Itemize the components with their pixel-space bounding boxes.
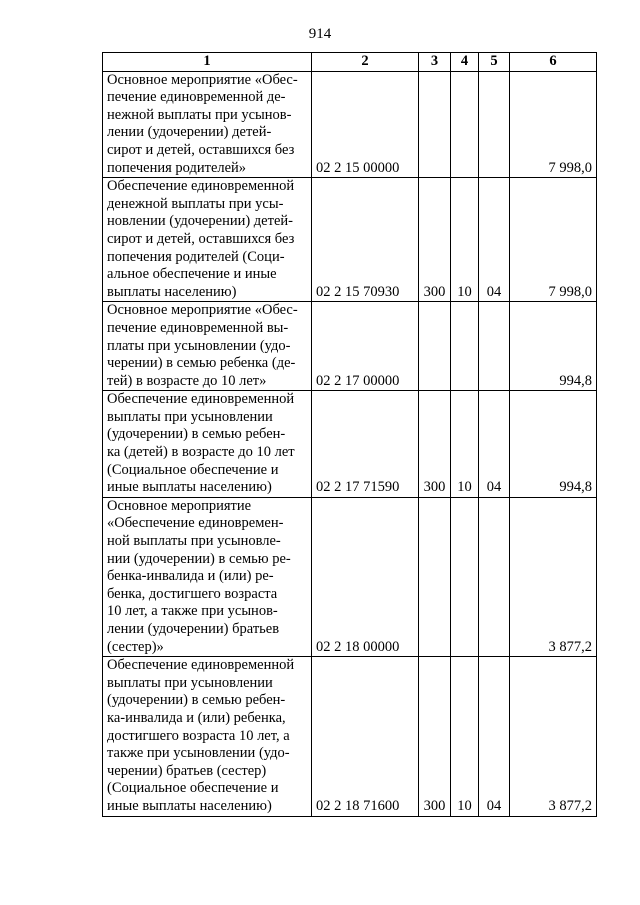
amount-value: 994,8	[510, 391, 597, 498]
description-line: бенка, достигшего возраста	[107, 585, 278, 602]
row-description	[103, 178, 312, 302]
column-header: 1	[103, 53, 312, 72]
description-line: бенка-инвалида и (или) ре-	[107, 568, 274, 585]
description-line: иные выплаты населению)	[107, 797, 272, 814]
section-code: 10	[451, 391, 479, 498]
description-line: платы при усыновлении (удо-	[107, 337, 291, 354]
subsection-code	[479, 497, 510, 656]
description-line: ка (детей) в возрасте до 10 лет	[107, 444, 295, 461]
row-description	[103, 391, 312, 498]
column-header: 2	[312, 53, 419, 72]
expense-type-code: 300	[419, 178, 451, 302]
subsection-code: 04	[479, 657, 510, 816]
description-line: черении) братьев (сестер)	[107, 762, 267, 779]
target-article-code: 02 2 15 00000	[312, 71, 419, 178]
description-line: сирот и детей, оставшихся без	[107, 141, 295, 158]
amount-value: 994,8	[510, 302, 597, 391]
description-line: «Обеспечение единовремен-	[107, 515, 284, 532]
description-line: Обеспечение единовременной	[107, 657, 295, 674]
table-row	[103, 302, 597, 391]
row-description	[103, 71, 312, 178]
section-code	[451, 302, 479, 391]
description-line: нежной выплаты при усынов-	[107, 106, 292, 123]
description-line: (Социальное обеспечение и	[107, 461, 279, 478]
target-article-code: 02 2 17 71590	[312, 391, 419, 498]
row-description	[103, 497, 312, 656]
description-line: ной выплаты при усыновле-	[107, 533, 281, 550]
table-row	[103, 391, 597, 498]
budget-table	[102, 52, 597, 817]
description-line: попечения родителей (Соци-	[107, 248, 285, 265]
column-header: 6	[510, 53, 597, 72]
table-row	[103, 497, 597, 656]
target-article-code: 02 2 15 70930	[312, 178, 419, 302]
column-header: 3	[419, 53, 451, 72]
table-row	[103, 657, 597, 816]
amount-value: 3 877,2	[510, 657, 597, 816]
description-line: ка-инвалида и (или) ребенка,	[107, 709, 286, 726]
description-line: попечения родителей»	[107, 159, 247, 176]
subsection-code	[479, 302, 510, 391]
description-line: (удочерении) в семью ребен-	[107, 426, 286, 443]
amount-value: 7 998,0	[510, 71, 597, 178]
description-line: выплаты при усыновлении	[107, 408, 273, 425]
description-line: Основное мероприятие	[107, 497, 252, 514]
subsection-code	[479, 71, 510, 178]
description-line: печение единовременной де-	[107, 89, 286, 106]
section-code: 10	[451, 178, 479, 302]
description-line: также при усыновлении (удо-	[107, 745, 290, 762]
subsection-code: 04	[479, 391, 510, 498]
amount-value: 3 877,2	[510, 497, 597, 656]
description-line: альное обеспечение и иные	[107, 266, 277, 283]
target-article-code: 02 2 18 71600	[312, 657, 419, 816]
column-header: 5	[479, 53, 510, 72]
description-line: сирот и детей, оставшихся без	[107, 230, 295, 247]
section-code: 10	[451, 657, 479, 816]
table-row	[103, 71, 597, 178]
description-line: черении) в семью ребенка (де-	[107, 355, 296, 372]
description-line: печение единовременной вы-	[107, 319, 289, 336]
description-line: Обеспечение единовременной	[107, 391, 295, 408]
description-line: лении (удочерении) детей-	[107, 124, 272, 141]
expense-type-code	[419, 302, 451, 391]
subsection-code: 04	[479, 178, 510, 302]
section-code	[451, 71, 479, 178]
description-line: нии (удочерении) в семью ре-	[107, 550, 291, 567]
description-line: достигшего возраста 10 лет, а	[107, 727, 290, 744]
expense-type-code: 300	[419, 657, 451, 816]
target-article-code: 02 2 17 00000	[312, 302, 419, 391]
table-header-row	[103, 53, 597, 72]
row-description	[103, 302, 312, 391]
table-row	[103, 178, 597, 302]
description-line: (сестер)»	[107, 638, 164, 655]
amount-value: 7 998,0	[510, 178, 597, 302]
description-line: лении (удочерении) братьев	[107, 621, 280, 637]
description-line: денежной выплаты при усы-	[107, 195, 284, 212]
section-code	[451, 497, 479, 656]
column-header: 4	[451, 53, 479, 72]
description-line: Обеспечение единовременной	[107, 178, 295, 195]
description-line: 10 лет, а также при усынов-	[107, 603, 278, 620]
row-description	[103, 657, 312, 816]
description-line: новлении (удочерении) детей-	[107, 213, 293, 230]
description-line: (удочерении) в семью ребен-	[107, 692, 286, 709]
description-line: выплаты при усыновлении	[107, 674, 273, 691]
description-line: (Социальное обеспечение и	[107, 780, 279, 797]
page-number: 914	[308, 26, 332, 42]
expense-type-code	[419, 497, 451, 656]
description-line: выплаты населению)	[107, 283, 237, 300]
description-line: иные выплаты населению)	[107, 479, 272, 496]
target-article-code: 02 2 18 00000	[312, 497, 419, 656]
description-line: тей) в возрасте до 10 лет»	[107, 372, 267, 389]
expense-type-code: 300	[419, 391, 451, 498]
description-line: Основное мероприятие «Обес-	[107, 302, 298, 319]
expense-type-code	[419, 71, 451, 178]
description-line: Основное мероприятие «Обес-	[107, 71, 298, 88]
